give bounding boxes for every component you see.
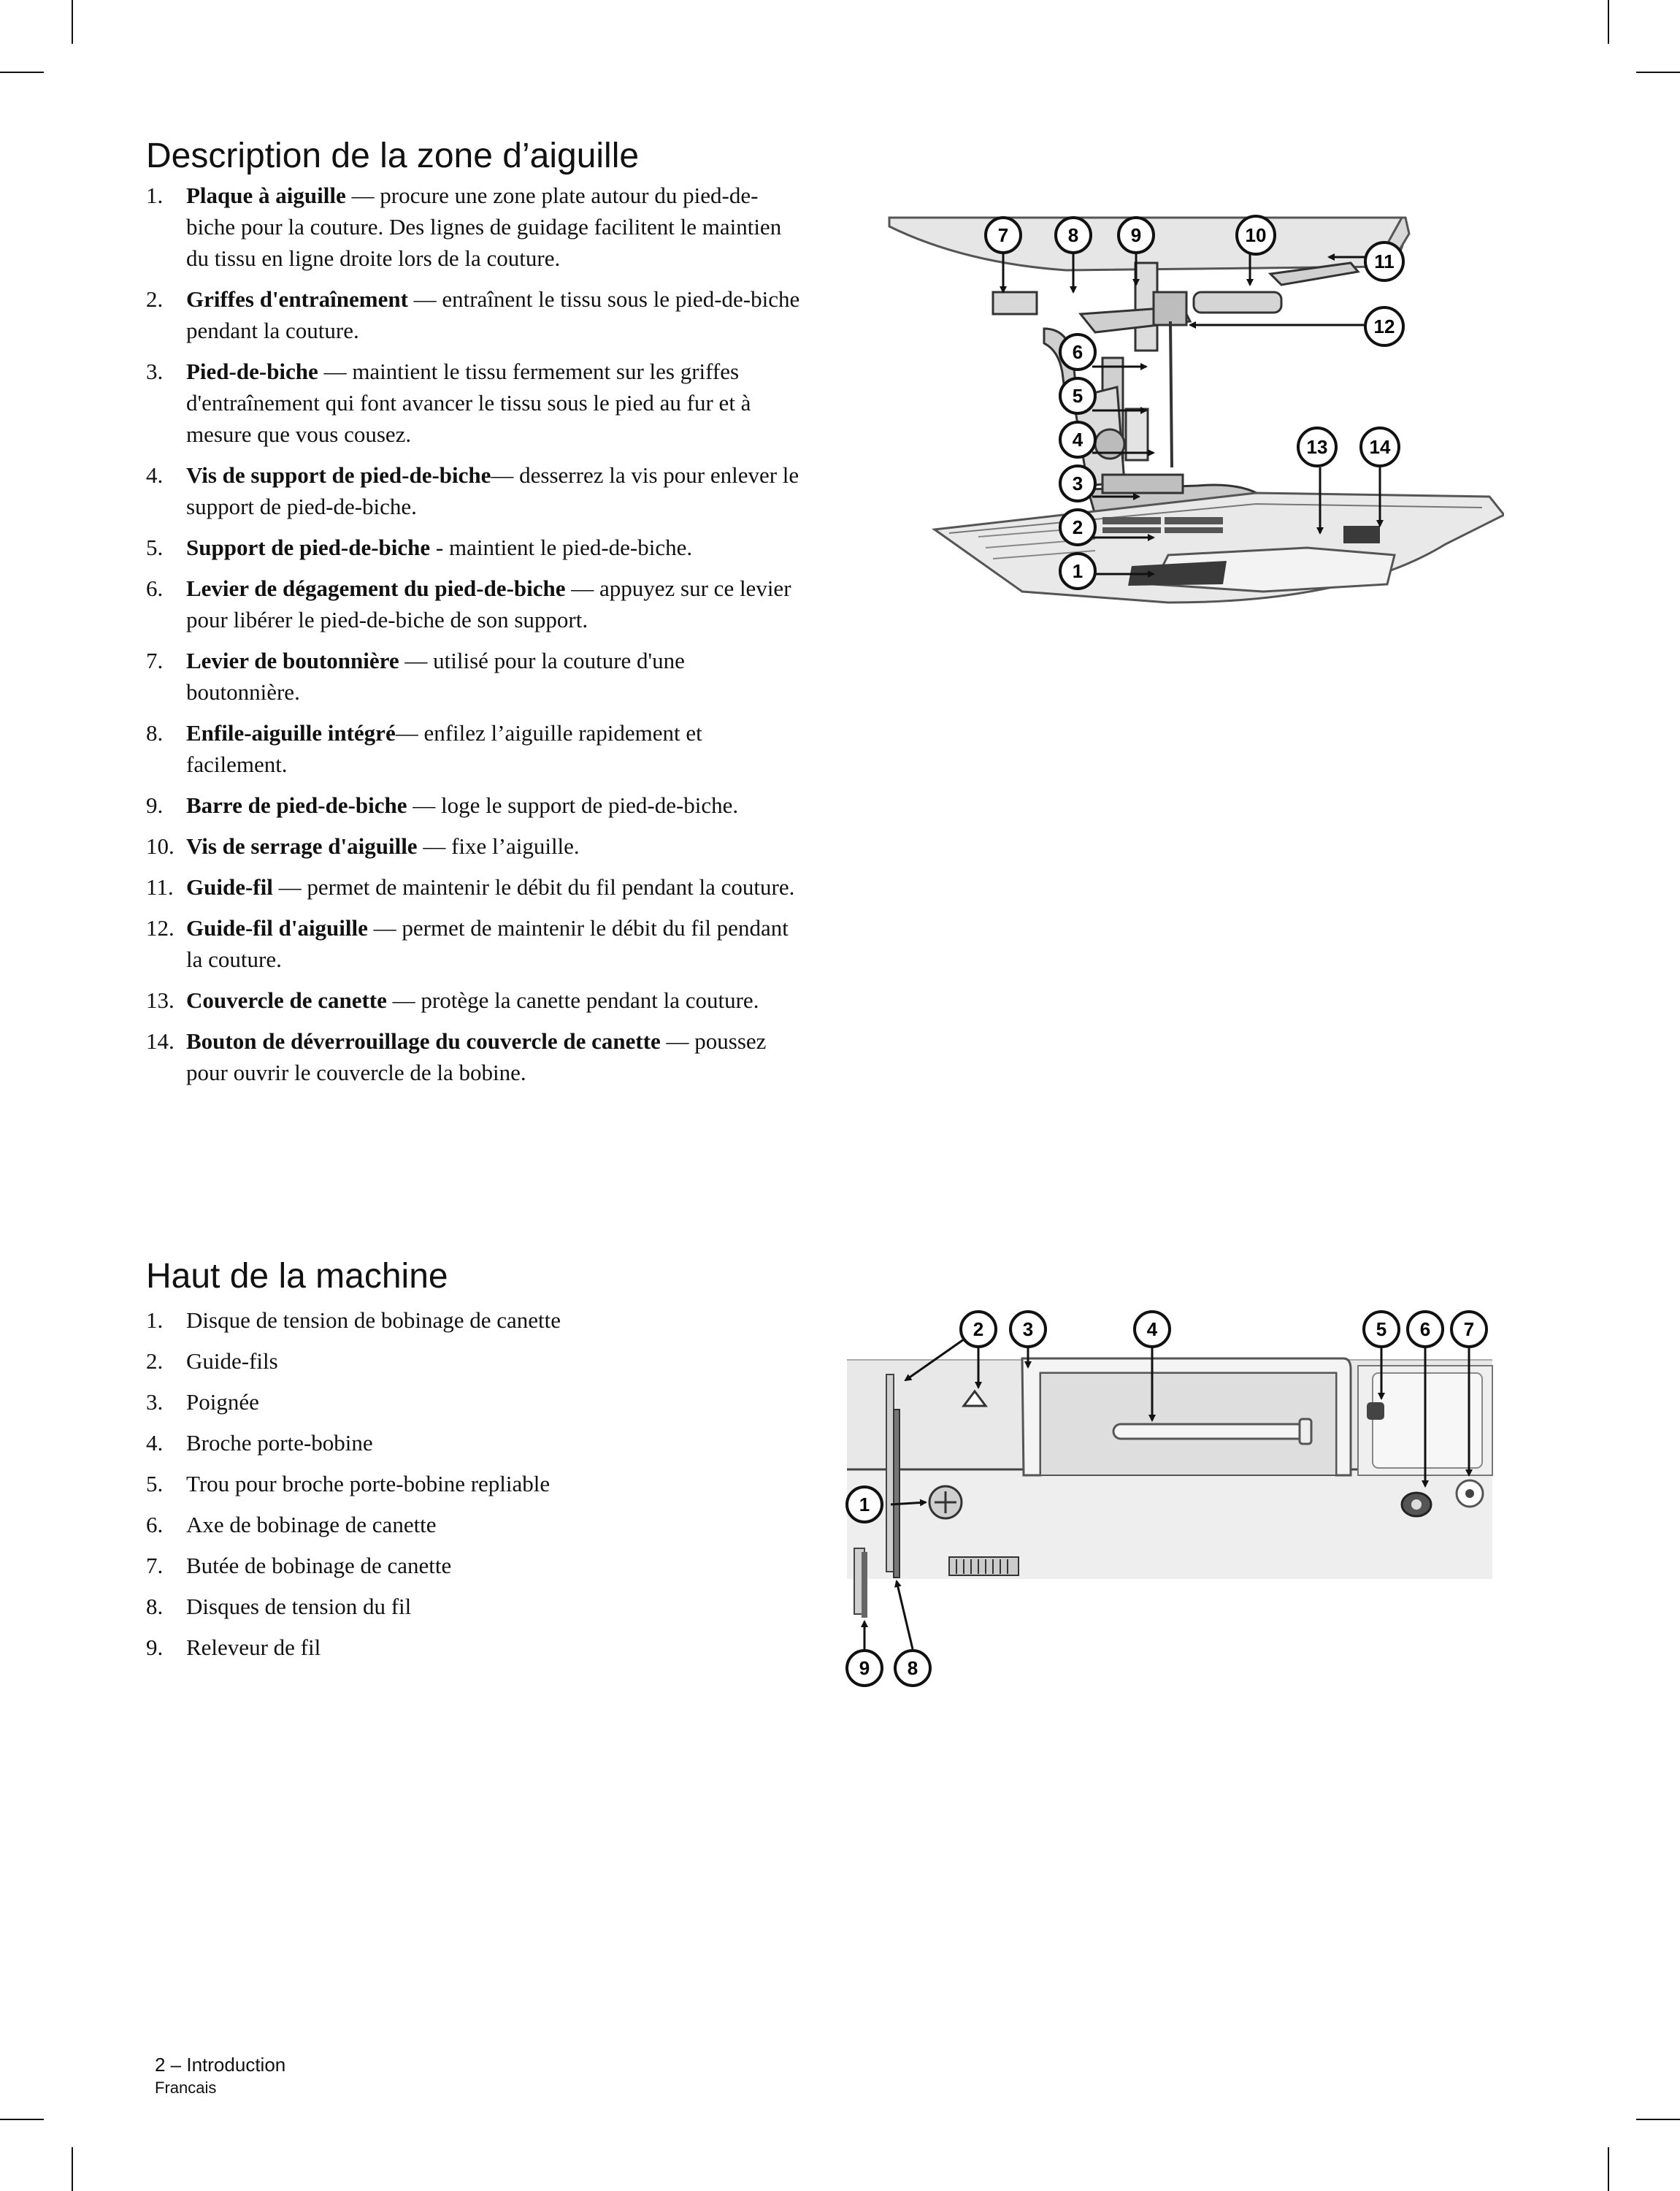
list-item: 3. Poignée: [146, 1389, 259, 1415]
needle-area-illustration: [876, 204, 1504, 621]
svg-text:2: 2: [973, 1318, 984, 1340]
list-item: 13. Couvercle de canette — protège la canette pendant la couture.: [146, 987, 759, 1013]
callout-9: [1119, 218, 1154, 253]
list-item: 8. Disques de tension du fil: [146, 1594, 412, 1619]
list-item: 1. Plaque à aiguille — procure une zone plate autour du pied-de-biche pour la couture. Des lignes de guidage facilitent le maintien du tissu en ligne droite lors de la couture.: [146, 183, 782, 271]
list-item: 6. Levier de dégagement du pied-de-biche — appuyez sur ce levier pour libérer le pied-de-biche de son support.: [146, 576, 791, 632]
svg-text:6: 6: [1419, 1318, 1431, 1340]
svg-text:5: 5: [1376, 1318, 1387, 1340]
list-item: 4. Vis de support de pied-de-biche— desserrez la vis pour enlever le support de pied-de-biche.: [146, 462, 799, 519]
crop-mark: [1636, 2119, 1680, 2120]
list-item: 6. Axe de bobinage de canette: [146, 1512, 437, 1537]
needle-area-title: Description de la zone d’aiguille: [146, 137, 640, 175]
svg-text:13: 13: [1306, 436, 1328, 458]
list-item: 9. Barre de pied-de-biche — loge le support de pied-de-biche.: [146, 792, 739, 818]
svg-text:7: 7: [1463, 1318, 1475, 1340]
crop-mark: [72, 2147, 73, 2191]
svg-text:1: 1: [1072, 560, 1083, 582]
callout-1: [1060, 554, 1095, 589]
list-item: 2. Griffes d'entraînement — entraînent le tissu sous le pied-de-biche pendant la couture.: [146, 286, 800, 343]
svg-text:9: 9: [859, 1657, 870, 1679]
svg-text:7: 7: [997, 224, 1009, 246]
machine-top-title: Haut de la machine: [146, 1257, 448, 1296]
callout-8: [1056, 218, 1091, 253]
page-footer-language: Francais: [155, 2079, 217, 2097]
list-item: 7. Butée de bobinage de canette: [146, 1553, 452, 1578]
callout-7: [1451, 1312, 1487, 1347]
svg-text:5: 5: [1072, 385, 1083, 407]
list-item: 7. Levier de boutonnière — utilisé pour la couture d'une boutonnière.: [146, 648, 685, 705]
list-item: 1. Disque de tension de bobinage de canette: [146, 1307, 561, 1333]
svg-text:3: 3: [1072, 473, 1083, 494]
svg-text:8: 8: [1067, 224, 1079, 246]
crop-mark: [72, 0, 73, 44]
callout-2: [961, 1312, 996, 1347]
callout-14: [1361, 428, 1399, 466]
list-item: 8. Enfile-aiguille intégré— enfilez l’aiguille rapidement et facilement.: [146, 720, 702, 777]
callout-8: [895, 1651, 930, 1686]
crop-mark: [0, 72, 44, 73]
list-item: 3. Pied-de-biche — maintient le tissu fermement sur les griffes d'entraînement qui font avancer le tissu sous le pied au fur et à mesure que vous cousez.: [146, 359, 751, 447]
list-item: 11. Guide-fil — permet de maintenir le débit du fil pendant la couture.: [146, 874, 795, 900]
callout-4: [1135, 1312, 1170, 1347]
list-item: 4. Broche porte-bobine: [146, 1430, 373, 1456]
svg-text:1: 1: [859, 1494, 870, 1515]
svg-text:11: 11: [1374, 251, 1395, 272]
callout-11: [1365, 242, 1403, 280]
svg-text:10: 10: [1245, 224, 1267, 246]
svg-text:12: 12: [1373, 316, 1395, 337]
svg-text:3: 3: [1022, 1318, 1034, 1340]
callout-5: [1060, 378, 1095, 413]
list-item: 12. Guide-fil d'aiguille — permet de maintenir le débit du fil pendant la couture.: [146, 915, 789, 972]
callout-6: [1060, 334, 1095, 370]
callout-9: [847, 1651, 882, 1686]
callout-1: [847, 1487, 882, 1522]
callout-4: [1060, 422, 1095, 457]
list-item: 9. Releveur de fil: [146, 1634, 321, 1660]
needle-area-list: [146, 180, 803, 1098]
callout-10: [1237, 216, 1275, 254]
svg-text:4: 4: [1072, 429, 1083, 451]
machine-top-illustration: [832, 1300, 1504, 1702]
callout-12: [1365, 307, 1403, 345]
svg-text:8: 8: [907, 1657, 918, 1679]
crop-mark: [1636, 72, 1680, 73]
callout-3: [1010, 1312, 1046, 1347]
callout-13: [1298, 428, 1336, 466]
list-item: 5. Support de pied-de-biche - maintient le pied-de-biche.: [146, 535, 693, 560]
svg-text:14: 14: [1369, 436, 1391, 458]
callout-7: [986, 218, 1021, 253]
callout-3: [1060, 466, 1095, 501]
machine-top-list: [146, 1304, 803, 1672]
crop-mark: [0, 2119, 44, 2120]
callout-2: [1060, 510, 1095, 545]
crop-mark: [1608, 2147, 1609, 2191]
list-item: 14. Bouton de déverrouillage du couvercle de canette — poussez pour ouvrir le couvercle de la bobine.: [146, 1028, 767, 1085]
callout-5: [1364, 1312, 1399, 1347]
svg-text:9: 9: [1130, 224, 1142, 246]
svg-text:2: 2: [1072, 516, 1083, 538]
callout-6: [1408, 1312, 1443, 1347]
list-item: 5. Trou pour broche porte-bobine repliable: [146, 1471, 551, 1496]
list-item: 10. Vis de serrage d'aiguille — fixe l’aiguille.: [146, 833, 580, 859]
page-footer-title: 2 – Introduction: [155, 2054, 286, 2076]
list-item: 2. Guide-fils: [146, 1348, 278, 1374]
svg-text:6: 6: [1072, 341, 1083, 363]
svg-text:4: 4: [1146, 1318, 1158, 1340]
crop-mark: [1608, 0, 1609, 44]
